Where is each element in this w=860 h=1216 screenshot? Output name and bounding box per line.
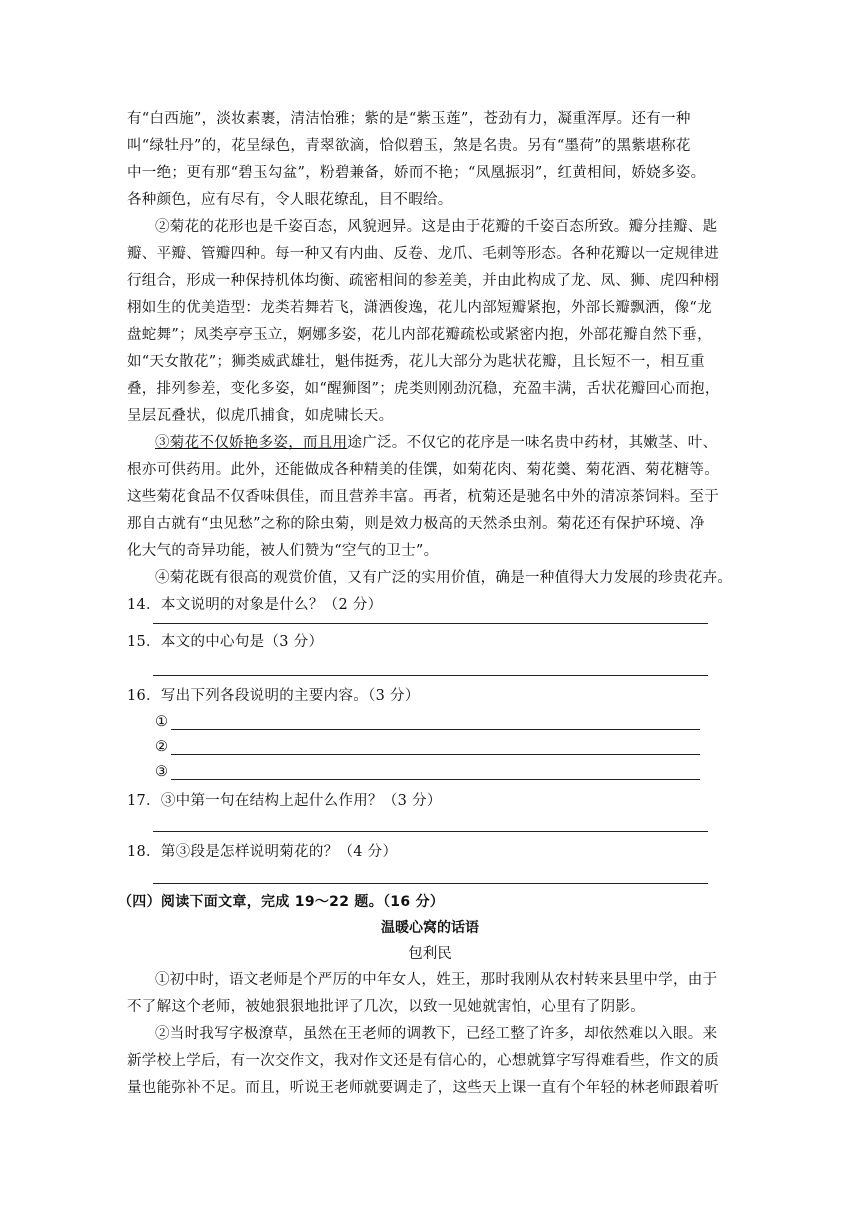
passage-line: 不了解这个老师，被她狠狠地批评了几次，以致一见她就害怕，心里有了阴影。 <box>127 999 645 1015</box>
answer-line-14[interactable] <box>153 623 708 624</box>
passage-line: 中一绝；更有那“碧玉勾盆”，粉碧兼备，娇而不艳；“凤凰振羽”，红黄相间，娇娆多姿。 <box>127 165 706 181</box>
question-16: 16．写出下列各段说明的主要内容。（3 分） <box>127 688 420 704</box>
passage-line: 那自古就有“虫见愁”之称的除虫菊，则是效力极高的天然杀虫剂。菊花还有保护环境、净 <box>127 516 705 532</box>
answer-line-18[interactable] <box>153 883 708 884</box>
section-heading: （四）阅读下面文章，完成 19～22 题。（16 分） <box>118 894 445 910</box>
passage-line: 量也能弥补不足。而且，听说王老师就要调走了，这些天上课一直有个年轻的林老师跟着听 <box>127 1080 719 1096</box>
passage-line: 各种颜色，应有尽有，令人眼花缭乱，目不暇给。 <box>127 192 453 208</box>
passage-line: 瓣、平瓣、管瓣四种。每一种又有内曲、反卷、龙爪、毛刺等形态。各种花瓣以一定规律进 <box>127 246 719 262</box>
article-author: 包利民 <box>408 946 452 962</box>
answer-line-17[interactable] <box>153 831 708 832</box>
article-title: 温暖心窝的话语 <box>381 920 479 936</box>
passage-line: 叫“绿牡丹”的，花呈绿色，青翠欲滴，恰似碧玉，煞是名贵。另有“墨荷”的黑紫堪称花 <box>127 138 691 154</box>
answer-row-16-2[interactable] <box>155 737 700 757</box>
passage-line: 有“白西施”，淡妆素裹，清洁怡雅；紫的是“紫玉莲”，苍劲有力，凝重浑厚。还有一种 <box>127 111 691 127</box>
passage-line: ①初中时，语文老师是个严厉的中年女人，姓王，那时我刚从农村转来县里中学，由于 <box>155 972 718 988</box>
passage-line: 栩如生的优美造型：龙类若舞若飞，潇洒俊逸，花儿内部短瓣紧抱，外部长瓣飘洒，像“龙 <box>127 300 712 316</box>
question-17: 17．③中第一句在结构上起什么作用？（3 分） <box>127 793 442 809</box>
underlined-sentence: ③菊花不仅娇艳多姿，而且用 <box>155 435 348 451</box>
passage-line: ④菊花既有很高的观赏价值，又有广泛的实用价值，确是一种值得大力发展的珍贵花卉。 <box>155 570 733 586</box>
passage-line: 这些菊花食品不仅香味俱佳，而且营养丰富。再者，杭菊还是驰名中外的清凉茶饲料。至于 <box>127 489 719 505</box>
passage-text: 途广泛。不仅它的花序是一味名贵中药材，其嫩茎、叶、 <box>347 435 718 451</box>
passage-line <box>155 433 717 453</box>
passage-line: 新学校上学后，有一次交作文，我对作文还是有信心的，心想就算字写得难看些，作文的质 <box>127 1053 719 1069</box>
passage-line: ②当时我写字极潦草，虽然在王老师的调教下，已经工整了许多，却依然难以入眼。来 <box>155 1026 718 1042</box>
passage-line: ②菊花的花形也是千姿百态，风貌迥异。这是由于花瓣的千姿百态所致。瓣分挂瓣、匙 <box>155 219 718 235</box>
question-15: 15．本文的中心句是（3 分） <box>127 634 324 650</box>
question-14: 14．本文说明的对象是什么？（2 分） <box>127 597 383 613</box>
answer-line-15[interactable] <box>153 675 708 676</box>
passage-line: 盘蛇舞”；凤类亭亭玉立，婀娜多姿，花儿内部花瓣疏松或紧密内抱，外部花瓣自然下垂， <box>127 327 712 343</box>
answer-row-16-1[interactable] <box>155 712 700 732</box>
question-18: 18．第③段是怎样说明菊花的？（4 分） <box>127 844 398 860</box>
passage-line: 呈层瓦叠状，似虎爪捕食，如虎啸长天。 <box>127 408 394 424</box>
circled-number: ③ <box>155 764 168 780</box>
circled-number: ② <box>155 739 168 755</box>
passage-line: 叠，排列参差，变化多姿，如“醒狮图”；虎类则刚劲沉稳，充盈丰满，舌状花瓣回心而抱， <box>127 381 720 397</box>
passage-line: 化大气的奇异功能，被人们赞为“空气的卫士”。 <box>127 543 439 559</box>
answer-row-16-3[interactable] <box>155 762 700 782</box>
passage-line: 如“天女散花”；狮类威武雄壮，魁伟挺秀，花儿大部分为匙状花瓣，且长短不一，相互重 <box>127 354 705 370</box>
passage-line: 行组合，形成一种保持机体均衡、疏密相间的参差美，并由此构成了龙、凤、狮、虎四种栩 <box>127 273 719 289</box>
passage-line: 根亦可供药用。此外，还能做成各种精美的佳馔，如菊花肉、菊花羹、菊花酒、菊花糖等。 <box>127 462 719 478</box>
circled-number: ① <box>155 714 168 730</box>
